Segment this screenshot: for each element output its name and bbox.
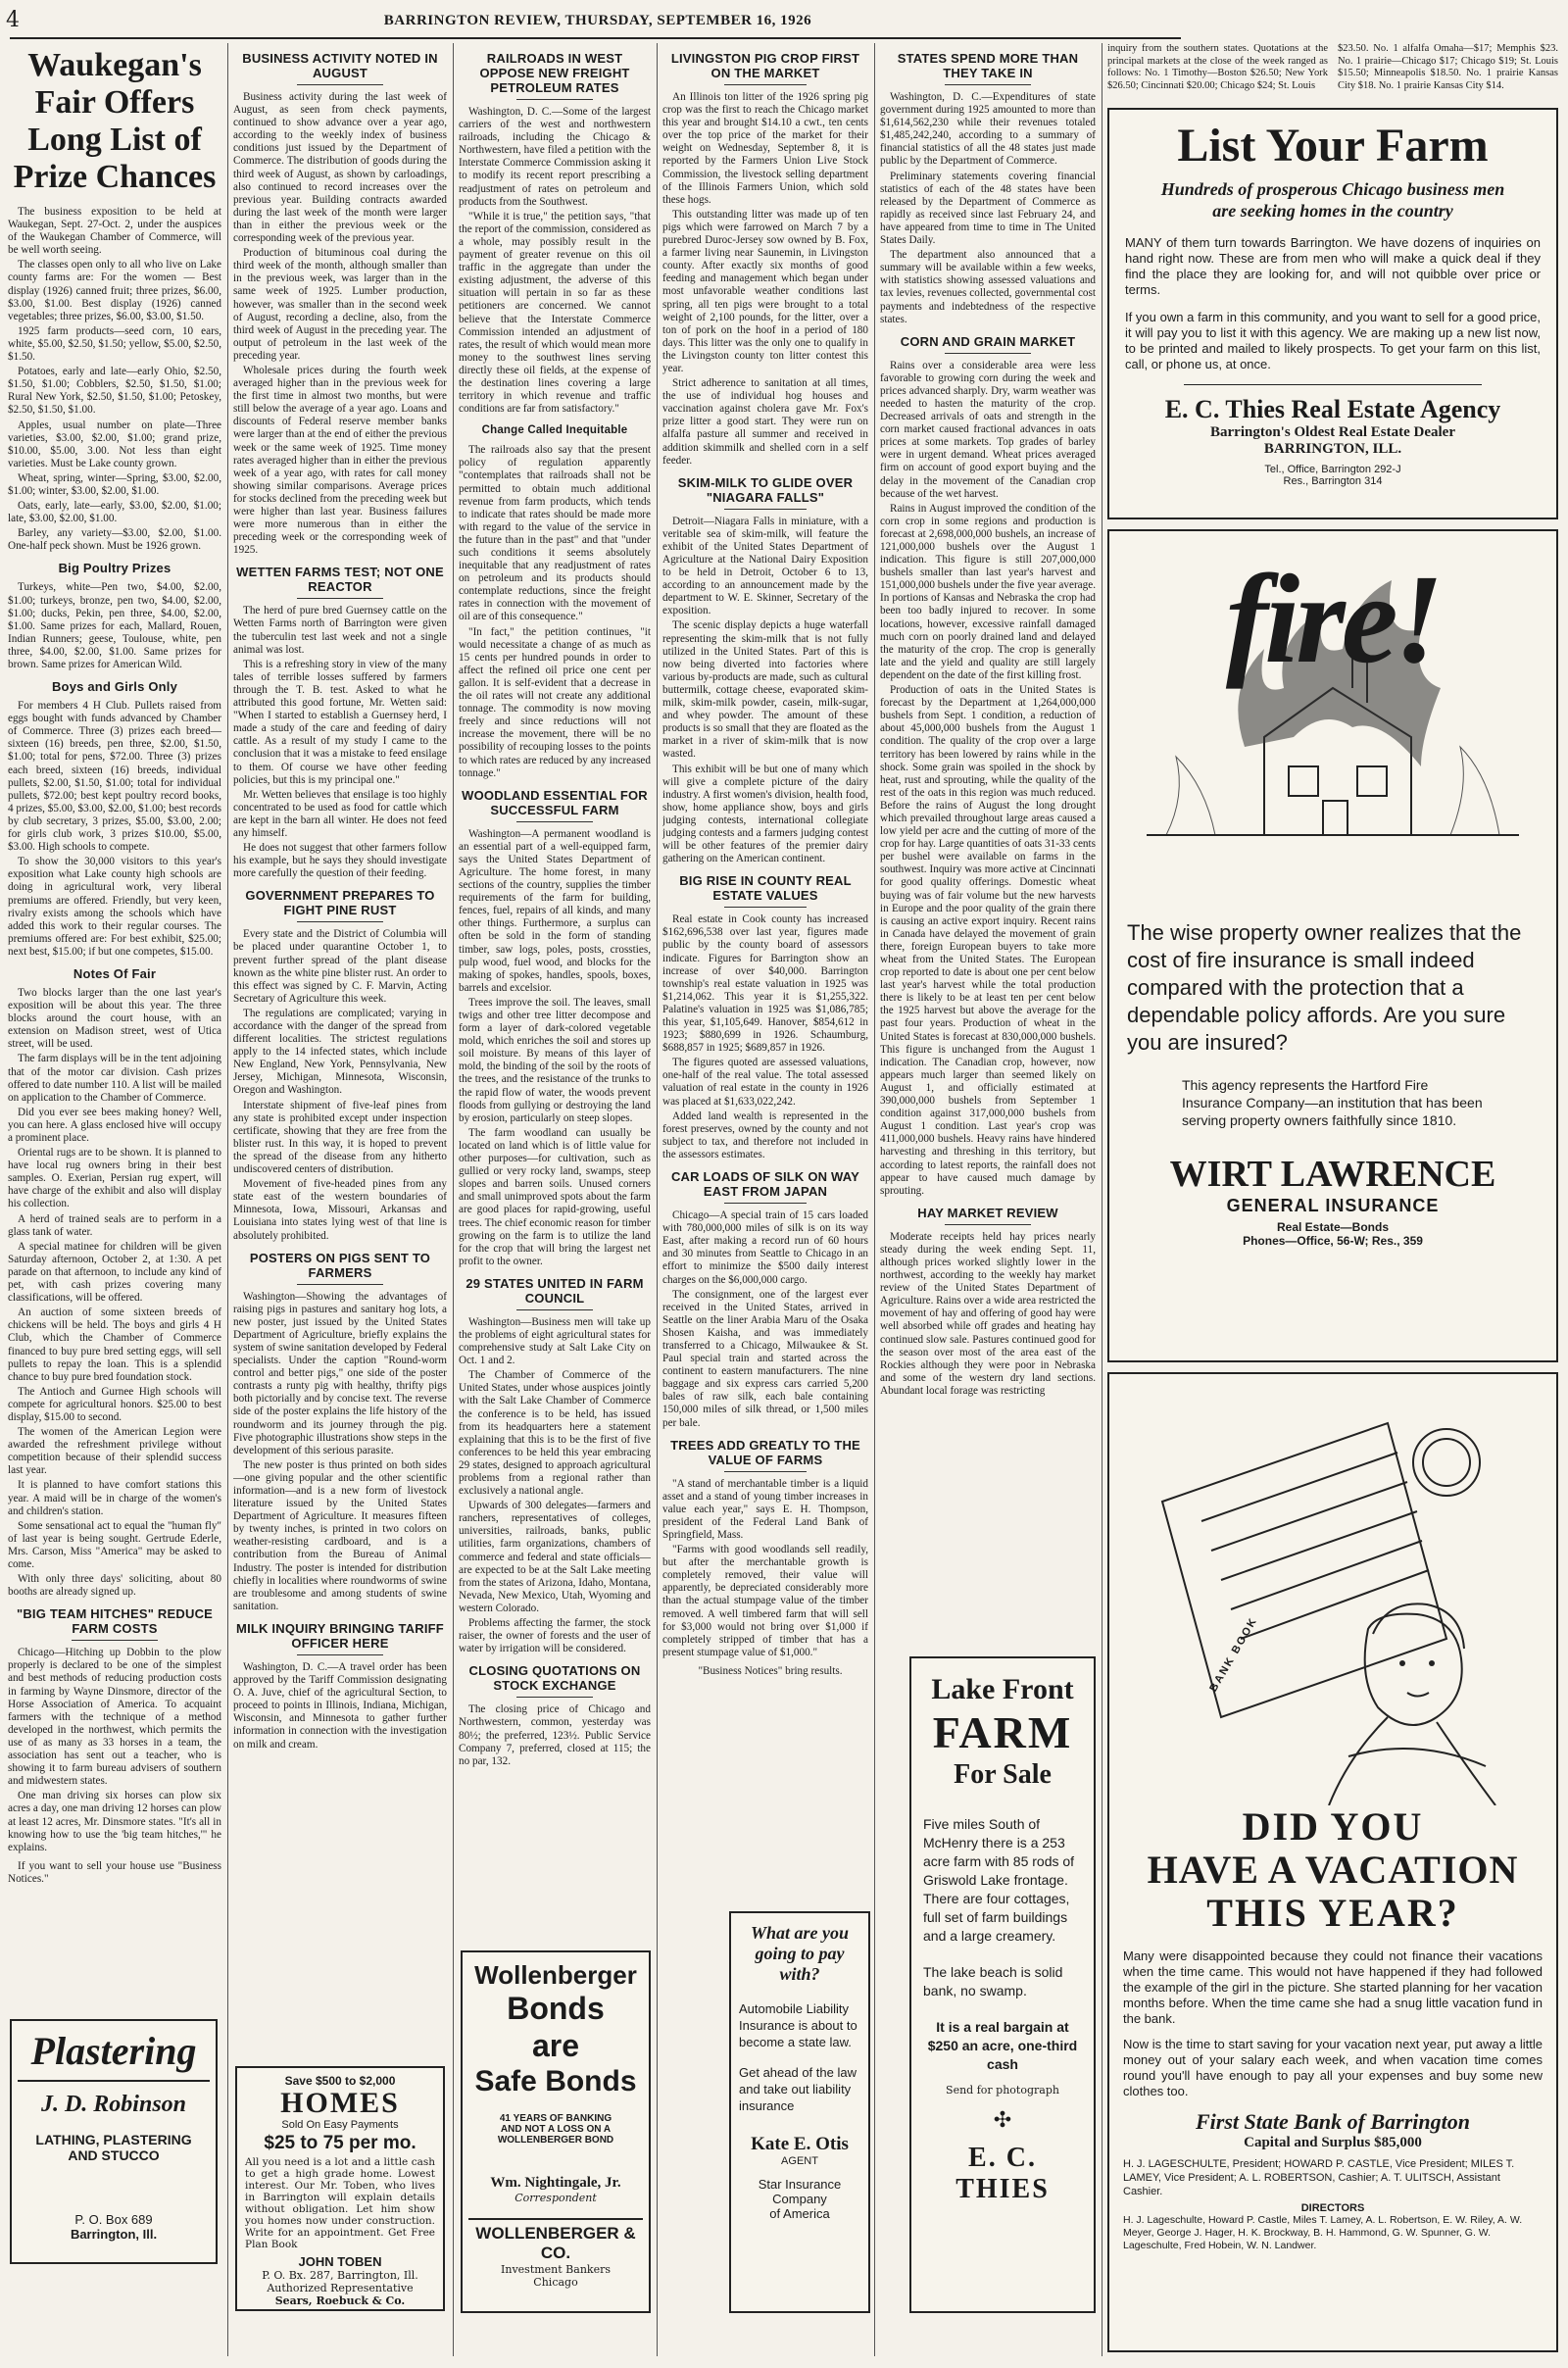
ad-plastering-town: Barrington, Ill.	[70, 2227, 158, 2242]
headline-real-estate	[662, 873, 868, 908]
article-paragraph: The Antioch and Gurnee High schools will compete for agricultural honors. $25.00 to best display, $15.00 to second.	[8, 1385, 221, 1423]
ad-homes-top: Save $500 to $2,000	[284, 2074, 396, 2088]
ad-bank-head1: DID YOU	[1242, 1804, 1424, 1849]
ad-bank-name: First State Bank of Barrington	[1196, 2109, 1470, 2134]
article-paragraph: Trees improve the soil. The leaves, small twigs and other tree litter decompose and form a layer of dark-colored vegetable mold, which enriches the soil and stores up soil moisture. By means of this layer of mold, the binding of the soil by the roots of the trees, and the resistance of the trunks to the rapid flow of water, the woods prevent floods from gullying or destroying the land by erosion, particularly on steep slopes.	[459, 996, 651, 1124]
headline-rule	[945, 1224, 1031, 1225]
headline-rule	[516, 1309, 593, 1310]
article-paragraph: This is a refreshing story in view of the many tales of terrible losses suffered by farmers through the T. B. test. Asked to what he attributed this good fortune, Mr. Wetten said: "When I started to establish a Guernsey herd, I made a study of the care and feeding of dairy cattle. As a result of my study I came to the conclusion that it was a mistake to feed ensilage to them. Of course we have other feeding policies, but this is my principal one."	[233, 658, 447, 786]
subhead-notes-of-fair: Notes Of Fair	[73, 965, 157, 981]
ad-lakefront-body3: It is a real bargain at $250 an acre, one-third cash	[927, 2019, 1078, 2072]
headline-rule	[297, 1284, 382, 1285]
ad-fire-role: GENERAL INSURANCE	[1226, 1196, 1440, 1215]
article-paragraph: Rains over a considerable area were less favorable to growing corn during the week and prices advanced sharply. Dry, warm weather was needed to hasten the maturity of the crop. Decreased arrivals of oats and strength in the corn market caused fractional advances in oats prices at some markets. Top grades of barley were in urgent demand. Wheat prices averaged firm on account of good export buying and the delay in the movement of the Canadian crop because of the wet harvest.	[880, 359, 1096, 500]
article-paragraph: An Illinois ton litter of the 1926 spring pig crop was the first to reach the Chicago market this year and brought $14.10 a cwt., ten cents over the top price of the market for their weight on Wednesday, September 8, it is reported by the Farmers Union Live Stock Commission, the livestock selling department of the Illinois Farmers Union, which sold these hogs.	[662, 91, 868, 206]
headline-text: BIG RISE IN COUNTY REAL ESTATE VALUES	[679, 873, 852, 904]
headline-silk	[662, 1169, 868, 1204]
ad-homes-sub: Sold On Easy Payments	[281, 2119, 399, 2131]
ad-lakefront-body2: The lake beach is solid bank, no swamp.	[923, 1964, 1063, 1998]
ad-wollenberger-line2: Bonds	[507, 1991, 605, 2026]
headline-rule	[297, 921, 382, 922]
article-paragraph: "While it is true," the petition says, "that the report of the commission, considered as a whole, may possibly result in the payment of greater revenue on this oil traffic in the aggregate than under the existing adjustment, the adverse of this situation will pertain in so far as these petitioners are concerned. We cannot believe that the Interstate Commerce Commission intended an adjustment of rates, the result of which would mean more money to the southwest lines serving directly these oil fields, at the expense of the destination lines covering a large territory in which revenue and traffic conditions are far from satisfactory."	[459, 210, 651, 416]
headline-corn-grain	[880, 334, 1096, 354]
ad-listfarm-sub: Hundreds of prosperous Chicago business men are seeking homes in the country	[1160, 179, 1505, 221]
ad-plastering-box: P. O. Box 689	[74, 2212, 153, 2227]
article-paragraph: The figures quoted are assessed valuations, one-half of the real value. The total assessed valuation of real estate in the county in 1926 was placed at $1,633,022,242.	[662, 1057, 868, 1108]
ad-homes-firm: Sears, Roebuck & Co.	[274, 2294, 406, 2307]
article-paragraph: An auction of some sixteen breeds of chickens will be held. The boys and girls 4 H Club, which the Chamber of Commerce financed to buy pure bred setting eggs, will sell pullets to repay the loan. This is a splendid chance to buy pure bred foundation stock.	[8, 1307, 221, 1383]
headline-rule	[516, 821, 593, 822]
headline-rule	[297, 598, 382, 599]
article-paragraph: The business exposition to be held at Waukegan, Sept. 27-Oct. 2, under the auspices of the Waukegan Chamber of Commerce, will be well worth seeing.	[8, 206, 221, 257]
article-paragraph: "A stand of merchantable timber is a liquid asset and a stand of young timber increases in value each year," says E. H. Thompson, president of the Federal Land Bank of Springfield, Mass.	[662, 1477, 868, 1541]
headline-livingston-pig	[662, 51, 868, 85]
ad-wollenberger-line1: Wollenberger	[474, 1960, 637, 1990]
subhead-poultry: Big Poultry Prizes	[58, 561, 172, 576]
ad-list-your-farm	[1107, 108, 1558, 519]
ad-listfarm-agency: E. C. Thies Real Estate Agency	[1164, 395, 1501, 423]
article-paragraph: "Farms with good woodlands sell readily, but after the merchantable growth is completely removed, their value will apparently, be depreciated considerably more than the actual stumpage value of the timber removed. A well timbered farm that will sell for $3,000 would not bring over $1,000 if completely stripped of timber that has a present stumpage value of $1,000."	[662, 1544, 868, 1658]
column-rule	[227, 43, 228, 2356]
ad-fire-insurance	[1107, 529, 1558, 1362]
ad-listfarm-title: List Your Farm	[1177, 120, 1489, 172]
ad-plastering	[10, 2019, 218, 2264]
hay-quotes-part2: $23.50. No. 1 alfalfa Omaha—$17; Memphis $23. No. 1 prairie—Chicago $17; Chicago $19; St. Louis $15.50; Minneapolis $18.50. No. 1 prairie Kansas City $18. No. 1 prairie Kansas City $14.	[1338, 43, 1558, 91]
headline-rule	[516, 99, 593, 100]
article-paragraph: Apples, usual number on plate—Three varieties, $3.00, $2.00, $1.00; grand prize, $10.00, $5.00, 3.00. Not less than eight varieties. Must be Lake county grown.	[8, 419, 221, 469]
article-paragraph: The farm woodland can usually be located on land which is of little value for other purposes—for cultivation, such as gullied or very rocky land, swamps, steep slopes and barren soils. Unused corners and small unimproved spots about the farm are good places for rapid-growing, useful trees. The chief economic reason for timber growing on the farm is to utilize the land for the crop that will bring the largest net profit to the owner.	[459, 1126, 651, 1267]
article-paragraph: The railroads also say that the present policy of regulation apparently "contemplates that railroads shall not be permitted to obtain much additional revenue from farm products, which tends to indicate that rates should be made more with regard to the value of the service in the future than in the past" and that "under such conditions it seems absolutely inequitable that any readjustment of rates on petroleum and its products should contemplate reductions, since the freight rates in connection with the movement of oil are of this consequence."	[459, 444, 651, 623]
ad-fire-sub: Real Estate—Bonds	[1276, 1220, 1390, 1234]
headline-milk-inquiry	[233, 1621, 447, 1655]
article-paragraph: Washington—Business men will take up the problems of eight agricultural states for comprehensive study at Salt Lake City on Oct. 1 and 2.	[459, 1315, 651, 1367]
ad-bank-head2: HAVE A VACATION	[1147, 1848, 1519, 1892]
ad-otis-name: Kate E. Otis	[751, 2134, 849, 2154]
ad-listfarm-town: BARRINGTON, ILL.	[1263, 441, 1402, 457]
article-paragraph: The women of the American Legion were awarded the refreshment privilege without competition because of their splendid success last year.	[8, 1426, 221, 1477]
ad-bank-officers: H. J. LAGESCHULTE, President; HOWARD P. CASTLE, Vice President; MILES T. LAMEY, Vice President; A. L. ROBERTSON, Cashier; A. T. ULITSCH, Assistant Cashier.	[1123, 2158, 1515, 2197]
ad-bank-head3: THIS YEAR?	[1206, 1891, 1459, 1935]
article-paragraph: One man driving six horses can plow six acres a day, one man driving 12 horses can plow at least 12 acres, Mr. Dinsmore states. "It's all in knowing how to use the 'big team hitches,'" he explains.	[8, 1790, 221, 1853]
headline-text: 29 STATES UNITED IN FARM COUNCIL	[466, 1275, 644, 1306]
article-paragraph: The Chamber of Commerce of the United States, under whose auspices jointly with the Salt Lake Chamber of Commerce the conference is to be held, has issued from its headquarters here a statement explaining that this is to be the first of five conferences to be held this year embracing 29 states, designed to approach agricultural problems from a regional rather than exclusively a national angle.	[459, 1369, 651, 1498]
subhead-boys-girls: Boys and Girls Only	[51, 679, 178, 695]
headline-text: CAR LOADS OF SILK ON WAY EAST FROM JAPAN	[670, 1169, 860, 1200]
ad-plastering-line1: LATHING, PLASTERING	[35, 2132, 192, 2147]
article-paragraph: Did you ever see bees making honey? Well, you can here. A glass enclosed hive will occupy a prominent place.	[8, 1106, 221, 1144]
article-paragraph: Chicago—Hitching up Dobbin to the plow properly is declared to be one of the simplest and best methods of reducing production costs in farming by Wayne Dinsmore, director of the Horse Association of America. To acquaint farmers with the technique of a method developed in the northwest, which permits the use of as many as 33 horses in a team, the association has sent out a teacher, who is showing it to farm bureau advisers of southern and midwestern states.	[8, 1647, 221, 1788]
headline-text: HAY MARKET REVIEW	[917, 1205, 1058, 1220]
ad-rule	[1184, 384, 1482, 385]
article-paragraph: 1925 farm products—seed corn, 10 ears, white, $5.00, $2.50, $1.50; yellow, $5.00, $2.50, $1.50.	[8, 324, 221, 364]
article-paragraph: Washington—A permanent woodland is an essential part of a well-equipped farm, says the United States Department of Agriculture. The home forest, in many sections of the country, supplies the timber requirements of the farm for building, fences, fuel, repairs of all kinds, and many other things. Furthermore, a surplus can often be sold in the form of standing timber, saw logs, poles, posts, crossties, pulp wood, fuel wood, and blocks for the making of spokes, handles, spools, boxes, barrels and excelsior.	[459, 827, 651, 994]
column-rule	[657, 43, 658, 2356]
headline-rule	[297, 84, 382, 85]
ad-bank-body1: Many were disappointed because they could not finance their vacations when the time came. This would not have happened if they had followed the example of the girl in the picture. She started planning for her vacation months before. When the time came she had a snug little vacation fund in the bank.	[1123, 1949, 1543, 2026]
ad-bank-vacation	[1107, 1372, 1558, 2352]
ad-otis-role: AGENT	[781, 2155, 818, 2167]
ad-wollenberger-tag1: 41 YEARS OF BANKING	[499, 2113, 612, 2124]
masthead-title: BARRINGTON REVIEW, THURSDAY, SEPTEMBER 16, 1926	[383, 12, 812, 28]
article-paragraph: Added land wealth is represented in the forest preserves, owned by the county and not subject to tax, and therefore not included in the assessors estimates.	[662, 1110, 868, 1160]
headline-text: RAILROADS IN WEST OPPOSE NEW FREIGHT PETROLEUM RATES	[479, 51, 630, 95]
ad-wollenberger-city: Chicago	[533, 2276, 578, 2289]
article-paragraph: For members 4 H Club. Pullets raised from eggs bought with funds advanced by Chamber of Commerce. Three (3) prizes each breed—sixteen (16) breeds, pen three, $2.00, $1.50, $1.00; total for pens, $72.00. Three (3) prizes each breed, sixteen (16) breeds, individual pullets, $2.00, $1.50, $1.00; total for individual pullets, $72.00; best kept poultry record books, 4 prizes, $5.00, $3.00, $2.00, $1.00; best records by club secretary, 3 prizes, $5.00, $3.00, 2.00; for girls club work, 3 prizes $10.00, $5.00, $3.00. High schools to compete.	[8, 700, 221, 854]
article-paragraph: The closing price of Chicago and Northwestern, common, yesterday was 80½; the preferred, 123½. Public Service Company 7, preferred, closed at 115; the no par, 132.	[459, 1703, 651, 1767]
article-paragraph: Real estate in Cook county has increased $162,696,538 over last year, figures made public by the county board of assessors indicate. Figures for Barrington show an increase of over $40,000. Barrington township's real estate valuation in 1925 was $1,214,062. This year it is $1,255,322. Palatine's valuation in 1925 was $1,086,785; this year, $1,105,649. Hanover, $854,612 in 1923; $880,699 in 1926. Schaumburg, $688,857 in 1925; $689,857 in 1926.	[662, 913, 868, 1055]
headline-pine-rust	[233, 888, 447, 922]
headline-text: POSTERS ON PIGS SENT TO FARMERS	[249, 1250, 431, 1280]
headline-waukegan-fair: Waukegan's Fair Offers Long List of Prize Chances	[13, 47, 217, 195]
article-paragraph: A special matinee for children will be given Saturday afternoon, October 2, at 1:30. A pet parade on that afternoon, to include any kind of pet, with cash prizes covering many classifications, will be offered.	[8, 1240, 221, 1305]
ad-otis-body2: Get ahead of the law and take out liability insurance	[739, 2065, 857, 2113]
column-rule	[874, 43, 875, 2356]
headline-rule	[297, 1654, 382, 1655]
column-4	[662, 43, 868, 1905]
headline-rule	[945, 84, 1031, 85]
headline-text: "BIG TEAM HITCHES" REDUCE FARM COSTS	[16, 1606, 214, 1637]
headline-states-spend	[880, 51, 1096, 85]
ad-listfarm-tel: Tel., Office, Barrington 292-J	[1264, 464, 1401, 475]
article-paragraph: Movement of five-headed pines from any state east of the western boundaries of Minnesota, Iowa, Missouri, Arkansas and Louisiana into states lying west of that line is absolutely prohibited.	[233, 1178, 447, 1242]
headline-text: CLOSING QUOTATIONS ON STOCK EXCHANGE	[468, 1663, 641, 1694]
column-6-market	[1107, 43, 1558, 96]
article-paragraph: Washington—Showing the advantages of raising pigs in pastures and sanitary hog lots, a new poster, just issued by the United States Department of Agriculture, briefly explains the system of swine sanitation developed by Federal specialists. Under the caption "Round-worm control and better pigs," one side of the poster contrasts a runty pig with healthy, thrifty pigs both pictorially and by concise text. The reverse side of the poster explains the life history of the roundworm and its journey through the pig. Five photographic illustrations show steps in the development of this serious parasite.	[233, 1290, 447, 1456]
article-paragraph: Some sensational act to equal the "human fly" of last year is being sought. Gertrude Ederle, Mrs. Carson, Miss "America" may be asked to come.	[8, 1519, 221, 1570]
article-paragraph: Barley, any variety—$3.00, $2.00, $1.00. One-half peck shown. Must be 1926 grown.	[8, 527, 221, 553]
ad-bank-body2: Now is the time to start saving for your vacation next year, put away a little money out of your salary each week, and when vacation time comes round you'll have enough to pay all your expenses and buy some new clothes too.	[1123, 2037, 1543, 2098]
headline-rule	[72, 1640, 157, 1641]
ad-otis	[729, 1911, 870, 2313]
headline-skim-milk	[662, 475, 868, 510]
headline-text: GOVERNMENT PREPARES TO FIGHT PINE RUST	[245, 888, 435, 918]
column-5	[880, 43, 1096, 1856]
business-notice: "Business Notices" bring results.	[698, 1664, 843, 1677]
ad-listfarm-agency-sub: Barrington's Oldest Real Estate Dealer	[1210, 424, 1455, 440]
article-paragraph: The consignment, one of the largest ever received in the United States, arrived in Seattle on the liner Arabia Maru of the Osaka Shosen Kaisha, and was immediately transferred to a Chicago, Milwaukee & St. Paul special train and started across the continent to eastern manufacturers. The nine baggage and six express cars carried 5,200 bales of raw silk, each bale containing 150,000 miles of silk thread, or 1,500 miles per bale.	[662, 1288, 868, 1429]
headline-text: WOODLAND ESSENTIAL FOR SUCCESSFUL FARM	[462, 787, 648, 817]
headline-text: LIVINGSTON PIG CROP FIRST ON THE MARKET	[670, 51, 860, 80]
headline-rule	[516, 1697, 593, 1698]
ad-fire-name: WIRT LAWRENCE	[1169, 1154, 1496, 1195]
article-paragraph: Detroit—Niagara Falls in miniature, with a veritable sea of skim-milk, will feature the exhibit of the United States Department of Agriculture at the National Dairy Exposition to be held in Detroit, October 6 to 13, according to an announcement made by the department to W. E. Skinner, Secretary of the exposition.	[662, 515, 868, 617]
girl-with-bank-book-icon	[1123, 1384, 1544, 1805]
headline-rule	[724, 509, 807, 510]
article-paragraph: A herd of trained seals are to perform in a glass tank of water.	[8, 1212, 221, 1238]
vacation-illustration	[1123, 1384, 1543, 1805]
headline-text: TREES ADD GREATLY TO THE VALUE OF FARMS	[670, 1437, 860, 1467]
ad-listfarm-res: Res., Barrington 314	[1283, 475, 1383, 487]
column-2	[233, 43, 447, 2062]
headline-rule	[945, 353, 1031, 354]
ad-otis-firm2: Company	[772, 2192, 827, 2206]
article-paragraph: The herd of pure bred Guernsey cattle on the Wetten Farms north of Barrington were given the tuberculin test last week and not a single animal was lost.	[233, 605, 447, 656]
ad-bank-capital: Capital and Surplus $85,000	[1244, 2135, 1422, 2150]
headline-closing-quotations	[459, 1663, 651, 1698]
article-paragraph: The department also announced that a summary will be available within a few weeks, with statistics showing assessed valuations and tax levies, revenues collected, governmental cost payments and indebtedness of the respective states.	[880, 249, 1096, 325]
ad-listfarm-body2: If you own a farm in this community, and you want to sell for a good price, it will pay you to list it with this agency. We are making up a new list now, to be printed and mailed to likely prospects. To get your farm on this list, call, or phone us, at once.	[1125, 310, 1541, 371]
ad-plastering-name: J. D. Robinson	[40, 2092, 187, 2117]
headline-woodland	[459, 788, 651, 822]
article-paragraph: Wholesale prices during the fourth week averaged higher than in the previous week for the first time in almost two months, but were still below the average of a year ago. Loans and discounts of Federal reserve member banks were larger than at the end of either the previous week or the same week of 1925. Time money rates averaged higher than in either the previous week of a year ago, with rates for call money showing similar comparisons. Average prices for stocks declined from the preceding week but were higher than last year. Business failures were more numerous than in either the preceding week or the corresponding week of 1925.	[233, 364, 447, 557]
ad-otis-firm1: Star Insurance	[758, 2177, 842, 2192]
ad-wollenberger-line4: Safe Bonds	[474, 2065, 637, 2097]
bank-book-label: BANK BOOK	[1207, 1614, 1260, 1695]
article-paragraph: Moderate receipts held hay prices nearly steady during the week ending Sept. 11, although prices worked slightly lower in the northwest, according to the weekly hay market review of the United States Department of Agriculture. Rains over a wide area restricted the movement of hay and offering of good hay were well absorbed while off grades and heating hay continued slow sale. Pastures continued good for the season over most of the area east of the Rockies although they were poor in Nebraska and some of the western dry land sections. Abundant local forage was restricting	[880, 1230, 1096, 1397]
ad-plastering-line2: AND STUCCO	[68, 2147, 160, 2163]
article-paragraph: Every state and the District of Columbia will be placed under quarantine October 1, to prevent further spread of the plant disease known as the white pine blister rust. An order to this effect was signed by C. F. Marvin, Acting Secretary of Agriculture this week.	[233, 928, 447, 1005]
article-paragraph: Upwards of 300 delegates—farmers and ranchers, representatives of colleges, universities, railroads, banks, public utilities, farm organizations, chambers of commerce and federal and state officials—are expected to be at the Salt Lake meeting from the states of Arizona, Idaho, Montana, Nevada, New Mexico, Utah, Wyoming and western Colorado.	[459, 1500, 651, 1614]
article-paragraph: This outstanding litter was made up of ten pigs which were farrowed on March 7 by a purebred Duroc-Jersey sow owned by B. Fox, a farmer living near Saunemin, in Livingston county. After exactly six months of good feeding and management which began under most unfavorable weather conditions last spring, all ten pigs were brought to a total weight of 2,100 pounds, for the litter, over a ton of pork on the hoof in a period of 180 days. This litter was the only one to qualify in the Livingston county ton litter contest this year.	[662, 208, 868, 374]
article-paragraph: Preliminary statements covering financial statistics of each of the 48 states have been released by the Department of Commerce as rapidly as received since last February 24, and have appeared from time to time in The United States Daily.	[880, 170, 1096, 247]
headline-text: SKIM-MILK TO GLIDE OVER "NIAGARA FALLS"	[677, 474, 854, 505]
article-paragraph: "In fact," the petition continues, "it would necessitate a change of as much as 15 cents per hundred pounds in order to affect the refined oil price one cent per gallon. It is self-evident that a decrease in the oil rates will not create any additional tonnage. The commodity is now moving freely and since reductions will not increase the movement, there will be no possibility of recouping losses to the points to which rates are reduced by any increased tonnage."	[459, 625, 651, 779]
ad-wollenberger-role: Correspondent	[514, 2192, 597, 2204]
fire-illustration	[1123, 541, 1543, 913]
article-paragraph: Chicago—A special train of 15 cars loaded with 780,000,000 miles of silk is on its way East, after making a record run of 60 hours and 30 minutes from Seattle to Chicago in an effort to minimize the $500 daily interest charges on the $6,000,000 cargo.	[662, 1209, 868, 1286]
ad-bank-directors: H. J. Lageschulte, Howard P. Castle, Miles T. Lamey, A. L. Robertson, E. W. Riley, A. W. Meyer, George J. Hager, H. K. Brockway, B. H. Hammond, G. W. Spunner, G. W. Lageschulte, Fred Hobein, W. N. Landwer.	[1123, 2214, 1523, 2251]
headline-text: WETTEN FARMS TEST; NOT ONE REACTOR	[236, 565, 444, 595]
ad-wollenberger-line3: are	[531, 2028, 580, 2063]
article-paragraph: This exhibit will be but one of many which will give a complete picture of the dairy industry. A first women's division, health food, show, home appliance show, boys and girls judging contests, international collegiate judging contests and a farmers judging contest will be other features of the premier dairy gathering on the American continent.	[662, 763, 868, 865]
article-paragraph: The farm displays will be in the tent adjoining that of the motor car division. Cash prizes offered to date number 110. A list will be mailed on application to the Chamber of Commerce.	[8, 1053, 221, 1104]
ad-otis-q3: with?	[779, 1964, 820, 1984]
ad-homes-rep: Authorized Representative	[267, 2282, 414, 2294]
headline-trees	[662, 1438, 868, 1472]
headline-team-hitches	[8, 1606, 221, 1641]
article-paragraph: The new poster is thus printed on both sides—one giving popular and the other scientific information—and is a new form of livestock literature issued by the United States Department of Agriculture. It measures fifteen by twenty inches, is printed in two colors on weather-resisting cardboard, and is a contribution from the Bureau of Animal Industry. The poster is intended for distribution chiefly in localities where roundworms of swine are troublesome and among students of swine sanitation.	[233, 1458, 447, 1612]
ad-homes-body: All you need is a lot and a little cash to get a high grade home. Lowest interest. Our Mr. Toben, who lives in Barrington will explain details without obligation. Let him show you homes now under construction. Write for an appointment. Get Free Plan Book	[245, 2156, 435, 2250]
headline-wetten-farms	[233, 565, 447, 599]
article-paragraph: Production of oats in the United States is forecast by the Department at 1,264,000,000 bushels from Sept. 1 condition, a reduction of about 45,000,000 bushels from the August 1 condition. The quality of the crop over a large territory has been lowered by rains while in the shock. Some grain was spoiled in the shock by heat, rust and sprouting, while the quality of the rest of the oats in this region was much reduced. Before the rains of August the long drought which prevailed throughout large areas caused a low yield per acre and the cutting of more of the crop for hay. Large quantities of oats 31-33 cents per bushel were available on farms in the southwest. Inquiry was more active at Cincinnati for good quality offerings. Domestic wheat buying was of fair volume but the new harvests in Europe and the poor quality of the grain there is causing an active export inquiry. Recent rains in Canada have delayed the movement of grain there, foreign European buyers to take more wheat from the United States. The European crop reported to date is about one per cent below last year's harvest while the total production there is likely to be at least ten per cent below the 1925 harvest but above the average for the past four years. Production of wheat in the United States is forecast at 830,000,000 bushels. This figure is unchanged from the August 1 indication. The Canadian crop, however, now appears much larger than seemed likely on August 1, and officially estimated at 390,000,000 bushels from September 1 condition against 317,000,000 bushels from August 1 condition. Last year's crop was 411,000,000 bushels. Heavy rains have hindered harvesting and threshing in this territory, but according to latest reports, the rainfall does not appear to have caused much damage by sprouting.	[880, 684, 1096, 1197]
article-paragraph: Mr. Wetten believes that ensilage is too highly concentrated to be used as food for cattle which are kept in the barn all winter. He does not feed any himself.	[233, 788, 447, 839]
article-paragraph: Washington, D. C.—A travel order has been approved by the Tariff Commission designating O. A. Juve, chief of the agricultural Section, to proceed to points in Illinois, Indiana, Michigan, Wisconsin, and Minnesota to gather further information in connection with the investigation on milk and cream.	[233, 1660, 447, 1751]
article-paragraph: Washington, D. C.—Expenditures of state government during 1925 amounted to more than $1,614,562,230 while their revenues totaled $1,485,242,240, according to a summary of financial statistics of all the 48 states just made public by the Department of Commerce.	[880, 91, 1096, 168]
ad-fire-word: fire!	[1225, 549, 1441, 690]
article-paragraph: He does not suggest that other farmers follow his example, but he says they should investigate more carefully the question of their feeding.	[233, 842, 447, 880]
ad-wollenberger-name: Wm. Nightingale, Jr.	[490, 2175, 621, 2191]
headline-hay-market	[880, 1206, 1096, 1225]
ad-wollenberger-firm-sub: Investment Bankers	[501, 2263, 611, 2276]
ad-otis-body1: Automobile Liability Insurance is about to become a state law.	[739, 2001, 858, 2049]
article-paragraph: Oriental rugs are to be shown. It is planned to have local rug owners bring in their best samples. O. Exerian, Persian rug expert, will have charge of the exhibit and also will display his collection.	[8, 1147, 221, 1210]
ad-lakefront-line3: For Sale	[954, 1759, 1052, 1790]
article-paragraph: Potatoes, early and late—early Ohio, $2.50, $1.50, $1.00; Cobblers, $2.50, $1.50, $1.00; Rural New York, $2.50, $1.50, $1.00; Petoskey, $2.50, $1.50, $1.00.	[8, 366, 221, 417]
article-paragraph: Interstate shipment of five-leaf pines from any state is prohibited except under inspection certificate, showing that they are free from the blister rust. In this way, it is hoped to prevent the spread of the disease from any hitherto undiscovered centers of distribution.	[233, 1099, 447, 1176]
column-3	[459, 43, 651, 1935]
article-paragraph: The classes open only to all who live on Lake county farms are: For the women — Best display (1926) canned fruit; three prizes, $6.00, $3.00, $1.00. Best display (1926) canned vegetables; three prizes, $6.00, $3.00, $1.50.	[8, 259, 221, 322]
ad-homes-title: HOMES	[280, 2087, 400, 2119]
article-paragraph: Production of bituminous coal during the third week of the month, although smaller than in the previous week, was larger than in the same week of 1925. Lumber production, however, was smaller than in the second week of August, recording a decline, also, from the third week of August in the preceding year. The output of petroleum in the last week of the preceding year.	[233, 247, 447, 362]
article-paragraph: The scenic display depicts a huge waterfall representing the skim-milk that is not fully utilized in the United States. Part of this is now being diverted into factories where various by-products are made, such as cultural buttermilk, cottage cheese, evaporated skim-milk, skim-milk powder, casein, milk-sugar, and whey powder. The amount of these products is so small that they are floated as the market in a river of skim-milk that is now wasted.	[662, 619, 868, 761]
article-paragraph: The regulations are complicated; varying in accordance with the danger of the spread from different localities. The strictest regulations apply to the 14 infected states, which include New England, New York, Pennsylvania, New Jersey, Michigan, Minnesota, Wisconsin, Oregon and Washington.	[233, 1007, 447, 1097]
headline-text: CORN AND GRAIN MARKET	[900, 333, 1076, 349]
page-number: 4	[6, 8, 20, 32]
ad-rule	[18, 2080, 210, 2082]
article-paragraph: To show the 30,000 visitors to this year's exposition what Lake county high schools are doing in agricultural work, very liberal premiums are offered. Friendly, but very keen, rivalry exists among the schools which have added this work to their regular courses. The premiums offered are: For best exhibit, $25.00; next best, $15.00; if but one competes, $15.00.	[8, 856, 221, 958]
article-paragraph: Wheat, spring, winter—Spring, $3.00, $2.00, $1.00; winter, $3.00, $2.00, $1.00.	[8, 471, 221, 497]
article-paragraph: Turkeys, white—Pen two, $4.00, $2.00, $1.00; turkeys, bronze, pen two, $4.00, $2.00, $1.00; ducks, Pekin, pen three, $4.00, $2.00, $1.00. Same prizes for each, Mallard, Rouen, Indian Runners; geese, Toulouse, white, pen three, $4.00, $2.00, $1.00. Same prizes for brown. Same prizes for American Wild.	[8, 581, 221, 670]
masthead-rule	[10, 37, 1181, 39]
hay-quotes-part1: inquiry from the southern states. Quotations at the principal markets at the close of the week ranged as follows: No. 1 Timothy—Boston $26.50; New York $26.50; Cincinnati $20.00; Chicago $24; St. Louis	[1107, 43, 1328, 91]
headline-posters-pigs	[233, 1251, 447, 1285]
ad-wollenberger-tag3: WOLLENBERGER BOND	[497, 2135, 614, 2146]
article-paragraph: With only three days' soliciting, about 80 booths are already signed up.	[8, 1573, 221, 1599]
article-paragraph: It is planned to have comfort stations this year. A maid will be in charge of the women's and children's station.	[8, 1479, 221, 1517]
ad-fire-body: The wise property owner realizes that the cost of fire insurance is small indeed compared with the protection that a dependable policy affords. Are you sure you are insured?	[1127, 920, 1522, 1055]
ad-homes-address: P. O. Bx. 287, Barrington, Ill.	[262, 2269, 418, 2282]
column-1	[8, 43, 221, 2003]
ad-lakefront-line2: FARM	[932, 1707, 1073, 1757]
ad-plastering-title: Plastering	[30, 2029, 197, 2073]
ad-otis-q2: going to pay	[755, 1944, 845, 1963]
headline-text: STATES SPEND MORE THAN THEY TAKE IN	[897, 51, 1079, 80]
headline-rule	[724, 1471, 807, 1472]
ad-lakefront-photo: Send for photograph	[946, 2084, 1059, 2097]
ad-fire-agency: This agency represents the Hartford Fire Insurance Company—an institution that has been serving property owners faithfully since 1810.	[1182, 1077, 1483, 1128]
ad-listfarm-body1: MANY of them turn towards Barrington. We have dozens of inquiries on hand right now. These are from men who will make a quick deal if they find the place they are looking for, and will not quibble over price or terms.	[1125, 235, 1541, 297]
ad-lakefront-line1: Lake Front	[931, 1673, 1074, 1705]
headline-29-states	[459, 1276, 651, 1310]
article-paragraph: Two blocks larger than the one last year's exposition will be about this year. The three blocks around the court house, with an extension on Madison street, west of Utica street, will be used.	[8, 986, 221, 1051]
headline-railroads	[459, 51, 651, 100]
ornament-icon: ✣	[993, 2108, 1012, 2133]
ad-lake-front-farm	[909, 1656, 1096, 2313]
ad-fire-phones: Phones—Office, 56-W; Res., 359	[1243, 1234, 1423, 1248]
headline-rule	[724, 1203, 807, 1204]
subhead-inequitable: Change Called Inequitable	[481, 424, 628, 437]
ad-otis-firm3: of America	[769, 2206, 830, 2221]
ad-bank-directors-head: DIRECTORS	[1300, 2202, 1365, 2214]
column-rule	[453, 43, 454, 2356]
ad-lakefront-name: E. C. THIES	[956, 2143, 1050, 2204]
article-paragraph: Washington, D. C.—Some of the largest carriers of the west and northwestern railroads, including the Chicago & Northwestern, have filed a petition with the Interstate Commerce Commission asking it to modify its recent report prescribing a readjustment of rates on petroleum and products from the Southwest.	[459, 106, 651, 208]
ad-wollenberger-tag2: AND NOT A LOSS ON A	[500, 2124, 612, 2135]
ad-wollenberger	[461, 1950, 651, 2313]
headline-text: BUSINESS ACTIVITY NOTED IN AUGUST	[242, 51, 438, 80]
article-paragraph: Rains in August improved the condition of the corn crop in some regions and production is forecast at 2,698,000,000 bushels, an increase of 121,000,000 bushels over the August 1 indication. This figure is still 207,000,000 bushels smaller than last year's harvest and 151,000,000 bushels under the five year average. In portions of Kansas and Nebraska the crop had been too badly injured to recover. In some locations, however, excessive rainfall damaged much corn on poorly drained land and delayed the maturity of the crop. The crop is generally late and the yield and quality are still largely dependent on the date of the first killing frost.	[880, 502, 1096, 681]
headline-rule	[724, 907, 807, 908]
ad-wollenberger-firm: WOLLENBERGER & CO.	[468, 2218, 643, 2263]
headline-business-activity	[233, 51, 447, 85]
ad-lakefront-body1: Five miles South of McHenry there is a 253 acre farm with 85 rods of Griswold Lake frontage. There are four cottages, full set of farm buildings and a large creamery.	[923, 1816, 1075, 1944]
ad-homes-name: JOHN TOBEN	[298, 2254, 382, 2269]
ad-otis-q1: What are you	[750, 1923, 849, 1943]
article-paragraph: Business activity during the last week of August, as seen from check payments, continued to show advance over a year ago, according to the weekly index of business conditions just issued by the Department of Commerce. The distribution of goods during the third week of August, as shown by carloadings, also continued to record increases over the previous year. Building contracts awarded during the last week of the month were larger than in either the previous week or the corresponding week of the previous year.	[233, 91, 447, 245]
ad-homes-price: $25 to 75 per mo.	[264, 2133, 416, 2153]
ad-homes	[235, 2066, 445, 2311]
article-paragraph: Oats, early, late—early, $3.00, $2.00, $1.00; late, $3.00, $2.00, $1.00.	[8, 500, 221, 525]
article-paragraph: Strict adherence to sanitation at all times, the use of individual hog houses and vaccination against cholera gave Mr. Fox's prize litter a good start. They were run on alfalfa pasture all summer and received in addition skimmilk and shelled corn in a self feeder.	[662, 377, 868, 467]
article-paragraph: Problems affecting the farmer, the stock raiser, the owner of forests and the user of water by irrigation will be considered.	[459, 1617, 651, 1655]
headline-rule	[724, 84, 807, 85]
headline-text: MILK INQUIRY BRINGING TARIFF OFFICER HERE	[236, 1620, 444, 1651]
business-notice: If you want to sell your house use "Business Notices."	[8, 1859, 221, 1885]
